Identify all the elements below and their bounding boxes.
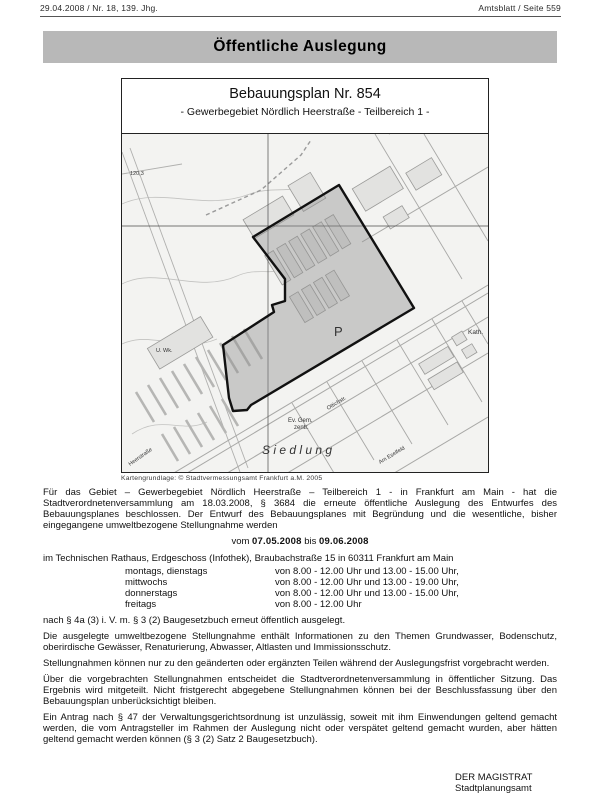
map-label-street-heer: Heerstraße xyxy=(127,446,154,468)
paragraph-location: im Technischen Rathaus, Erdgeschoss (Infothek), Braubachstraße 15 in 60311 Frankfurt am Main xyxy=(43,553,454,564)
page-header xyxy=(40,3,561,17)
map-label-street-eselfeld: Am Eselfeld xyxy=(377,445,407,466)
hours-row xyxy=(43,588,557,599)
map-label-siedlung: S i e d l u n g xyxy=(262,443,333,457)
hours-row xyxy=(43,577,557,588)
signature-block xyxy=(455,772,532,794)
hours-time: von 8.00 - 12.00 Uhr xyxy=(275,599,362,610)
hours-days: montags, dienstags xyxy=(125,566,208,577)
dateline-mid: bis xyxy=(304,536,317,547)
paragraph-comments-scope: Stellungnahmen können nur zu den geänderten oder ergänzten Teilen während der Auslegungsfrist vorgebracht werden. xyxy=(43,658,550,669)
map-label-ev-gem-2: zentr. xyxy=(294,425,309,431)
paragraph-legal-basis: nach § 4a (3) i. V. m. § 3 (2) Baugesetzbuch erneut öffentlich ausgelegt. xyxy=(43,615,346,626)
section-banner-title: Öffentliche Auslegung xyxy=(213,38,387,55)
city-map xyxy=(122,134,488,472)
plan-title: Bebauungsplan Nr. 854 xyxy=(229,86,381,102)
signature-magistrat: DER MAGISTRAT xyxy=(455,772,533,783)
hours-days: donnerstags xyxy=(125,588,178,599)
dateline-start-date: 07.05.2008 xyxy=(252,536,302,547)
paragraph-decision: Über die vorgebrachten Stellungnahmen entscheidet die Stadtverordnetenversammlung in öffentlicher Sitzung. Das Ergebnis wird mitgeteilt. Nicht fristgerecht abgegebene Stellungnahmen können bei der Beschlussfassung über den Bebauungsplan unberücksichtigt bleiben. xyxy=(43,674,557,707)
hours-days: mittwochs xyxy=(125,577,168,588)
header-issue-info: 29.04.2008 / Nr. 18, 139. Jhg. xyxy=(40,3,158,13)
plan-subtitle: - Gewerbegebiet Nördlich Heerstraße - Teilbereich 1 - xyxy=(180,106,430,118)
map-label-uwk: U. Wk. xyxy=(156,348,173,354)
paragraph-legal-note: Ein Antrag nach § 47 der Verwaltungsgerichtsordnung ist unzulässig, soweit mit ihm Einwendungen geltend gemacht werden, die vom Antragsteller im Rahmen der Auslegung nicht oder verspätet geltend gemacht wurden, aber hätten geltend gemacht werden können (§ 3 (2) Satz 2 Baugesetzbuch). xyxy=(43,712,557,745)
hours-row xyxy=(43,566,557,577)
plan-title-area xyxy=(122,79,488,134)
dateline-end-date: 09.06.2008 xyxy=(319,536,369,547)
map-label-parking: P xyxy=(334,324,343,339)
signature-department: Stadtplanungsamt xyxy=(455,783,532,794)
paragraph-resolution: Für das Gebiet – Gewerbegebiet Nördlich Heerstraße – Teilbereich 1 - in Frankfurt am Main - hat die Stadtverordnetenversammlung am 18.03.2008, § 3684 die erneute öffentliche Auslegung des Entwurfes des Bebauungsplanes beschlossen. Der Entwurf des Bebauungsplanes mit Begründung und die wesentliche, bisher eingegangene umweltbezogene Stellungnahme werden xyxy=(43,487,557,531)
hours-row xyxy=(43,599,557,610)
map-source-caption: Kartengrundlage: © Stadtvermessungsamt Frankfurt a.M. 2005 xyxy=(121,475,323,482)
map-label-street-ottich: Ottichstr. xyxy=(325,395,348,412)
plan-map-box xyxy=(121,78,489,473)
hours-time: von 8.00 - 12.00 Uhr und 13.00 - 15.00 Uhr, xyxy=(275,588,459,599)
paragraph-environment: Die ausgelegte umweltbezogene Stellungnahme enthält Informationen zu den Themen Grundwasser, Bodenschutz, oberirdische Gewässer, Renaturierung, Abwasser, Altlasten und Immissionsschutz. xyxy=(43,631,557,653)
map-label-kath: Kath. xyxy=(468,329,484,336)
hours-days: freitags xyxy=(125,599,157,610)
notice-body xyxy=(43,487,557,750)
hours-time: von 8.00 - 12.00 Uhr und 13.00 - 15.00 Uhr, xyxy=(275,566,459,577)
section-banner xyxy=(43,31,557,63)
hours-time: von 8.00 - 12.00 Uhr und 13.00 - 19.00 Uhr, xyxy=(275,577,459,588)
map-label-elevation: 120,3 xyxy=(130,171,144,177)
header-page-info: Amtsblatt / Seite 559 xyxy=(478,3,561,13)
dateline-prefix: vom xyxy=(231,536,250,547)
display-period-line xyxy=(43,536,557,547)
opening-hours-table xyxy=(43,566,557,610)
map-label-ev-gem-1: Ev. Gem. xyxy=(288,418,313,424)
